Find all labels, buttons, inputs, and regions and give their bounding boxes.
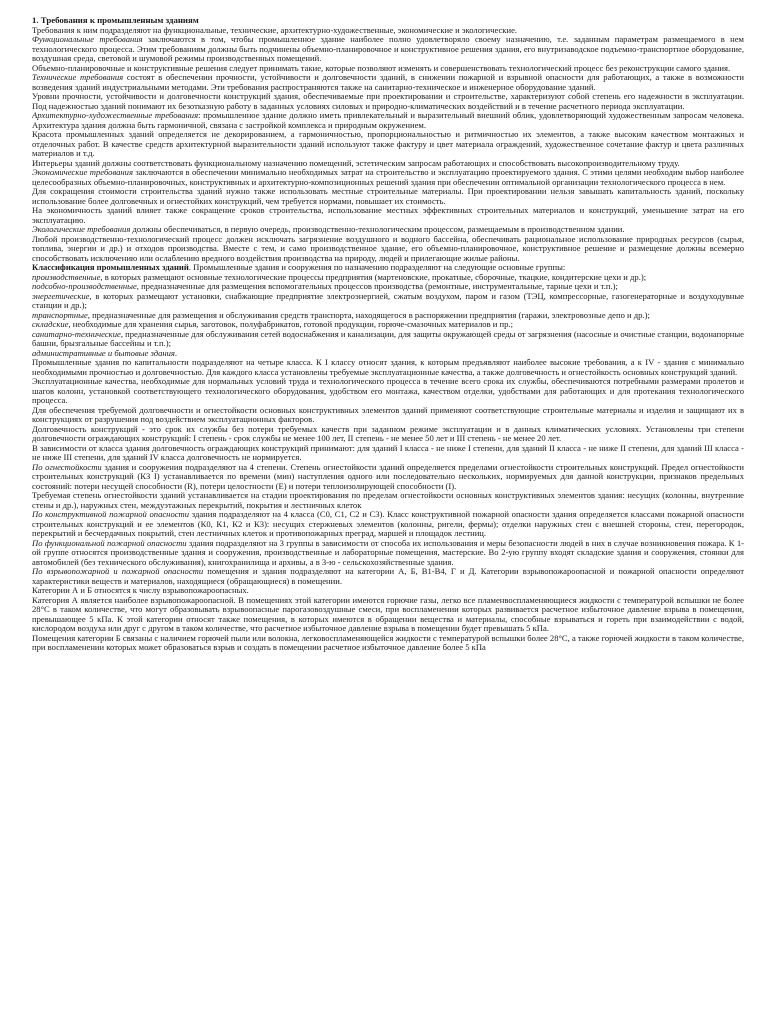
paragraph-term: По конструктивной пожарной опасности (32, 509, 190, 519)
paragraph-term: транспортные (32, 309, 88, 320)
paragraph-text: В зависимости от класса здания долговечность ограждающих конструкций принимают: для зданий I класса - не ниже I степени, для зданий II класса - не ниже II степени, для зданий III класса - не ниже III степени, для зданий IV класса долговечность не нормируется. (32, 442, 744, 462)
paragraph (32, 377, 744, 406)
paragraph-text: Уровни прочности, устойчивости и долговечности конструкций здания, обеспечиваемые при проектировании и строительстве, характеризуют собой степень его надежности в эксплуатации. Под надежностью зданий понимают их безотказную работу в заданных условиях силовых и природно-климатических воздействий и в течение расчетного периода эксплуатации. (32, 91, 744, 111)
paragraph-term: Технические требования (32, 72, 124, 82)
paragraph-term: подсобно-производственные (32, 281, 137, 291)
paragraph-term: Экологические требования (32, 224, 131, 234)
paragraph-text: На экономичность зданий влияет также сокращение сроков строительства, использование местных эффективных строительных материалов и конструкций, уменьшение затрат на его эксплуатацию. (32, 205, 744, 225)
paragraph (32, 235, 744, 264)
document-body (32, 26, 744, 653)
paragraph-text: Объемно-планировочные и конструктивные решения следует принимать такие, которые позволяют изменять и совершенствовать технологический процесс без реконструкции самого здания. (32, 62, 731, 73)
paragraph-text: помещения и здания подразделяют на категории А, Б, В1-В4, Г и Д. Категории взрывопожароопасной и пожарной опасности определяют характеристики веществ и материалов, находящиеся (обращающиеся) в помещении. (32, 566, 744, 586)
paragraph-text: : промышленное здание должно иметь привлекательный и выразительный внешний облик, удовлетворяющий художественным запросам человека. Архитектура здания должна быть гармоничной, связана с застройкой комплекса и природным окружением. (32, 110, 744, 130)
paragraph (32, 444, 744, 463)
paragraph-term: складские (32, 319, 69, 329)
paragraph-text: Промышленные здания по капитальности подразделяют на четыре класса. К I классу относят здания, к которым предъявляют наиболее высокие требования, а к IV - здания с минимально необходимыми прочностью и долговечностью. Для каждого класса установлены требуемые эксплуатационные качества, а также долговечность и огнестойкость основных конструкций зданий. (32, 357, 744, 377)
paragraph-term: Архитектурно-художественные требования (32, 110, 199, 120)
paragraph-text: , в которых размещают установки, снабжающие предприятие электроэнергией, сжатым воздухом, паром и газом (ТЭЦ, компрессорные, газогенераторные и воздуходувные станции и др.); (32, 290, 744, 310)
paragraph-text: Категория А является наиболее взрывопожароопасной. В помещениях этой категории имеются горючие газы, легко все пламенвоспламеняющиеся жидкости с температурой вспышки не более 28°С в таком количестве, что могут образовывать взрывоопасные парогазовоздушные смеси, при воспламенении которых развивается расчетное избыточное давление взрыва в помещении, превышающее 5 кПа. К этой категории относят также помещения, в которых имеются в обращении вещества и материалы, способные взрываться и гореть при взаимодействии с водой, кислородом воздуха или друг с другом в таком количестве, что расчетное избыточное давление взрыва в помещении будет превышать 5 кПа. (32, 594, 744, 633)
paragraph-term: Экономические требования (32, 167, 133, 177)
paragraph-text: Для сокращения стоимости строительства зданий нужно также использовать местные строительные материалы. При проектировании нельзя завышать капитальность зданий, поскольку использование более долговечных и огнестойких конструкций, чем требуется нормами, повышает их стоимость. (32, 186, 744, 206)
paragraph (32, 187, 744, 206)
paragraph-text: состоят в обеспечении прочности, устойчивости и долговечности зданий, в снижении пожарной и взрывной опасности для работающих, а также в возможности возведения зданий индустриальными методами. Эти требования распространяются также на санитарно-техническое и инженерное оборудование зданий. (32, 72, 744, 92)
paragraph (32, 539, 744, 568)
section-heading: 1. Требования к промышленным зданиям (32, 16, 199, 25)
paragraph (32, 73, 744, 92)
paragraph-text: , в которых размещают основные технологические процессы предприятия (мартеновские, прокатные, сборочные, ткацкие, кондитерские цехи и др.); (100, 271, 647, 282)
paragraph-term: По огнестойкости (32, 461, 102, 472)
paragraph (32, 130, 744, 159)
document-page (32, 16, 744, 1016)
paragraph-text: Эксплуатационные качества, необходимые для нормальных условий труда и технологического процесса в течение всего срока их службы, обеспечиваются потребными размерами пролетов и шагов колонн, установкой соответствующего технологического оборудования, удобством его монтажа, качеством отделки, удобствами для работающих и для протекания технологического процесса. (32, 376, 744, 405)
paragraph-text: здания и сооружения подразделяют на 4 степени. Степень огнестойкости зданий определяется пределами огнестойкости строительных конструкций. Предел огнестойкости строительных конструкций (КЗ I) устанавливается по времени (мин) наступления одного или последовательно нескольких, нормируемых для данной конструкции, признаков предельных состояний: потери несущей способности (R), потери целостности (E) и потери теплоизолирующей способности (I). (32, 461, 744, 491)
paragraph-text: , предназначенные для размещения вспомогательных процессов производства (ремонтные, инструментальные, тарные цехи и т.п.); (136, 281, 618, 291)
paragraph-term: административные и бытовые здания (32, 347, 175, 358)
paragraph (32, 425, 744, 444)
paragraph (32, 206, 744, 225)
paragraph-text: Требуемая степень огнестойкости зданий устанавливается на стадии проектирования по пределам огнестойкости основных конструктивных элементов здания: несущих (колонны, внутренние стены и др.), наружных стен, междуэтажных перекрытий, покрытия и лестничных клеток (32, 490, 744, 510)
paragraph-text: , предназначенные для размещения и обслуживания средств транспорта, находящегося в распоряжении предприятия (гаражи, электровозные депо и др.); (87, 309, 650, 320)
paragraph-text: Помещения категории Б связаны с наличием горючей пыли или волокна, легковоспламеняющейся жидкости с температурой вспышки более 28°С, а также горючей жидкости в таком количестве, при воспламенении которых может образоваться взрыв и создать в помещении расчетное избыточное давление более 5 кПа (32, 632, 744, 652)
paragraph-text: Для обеспечения требуемой долговечности и огнестойкости основных конструктивных элементов зданий применяют соответствующие строительные материалы и изделия и защищают их в конструкциях от разрушения под воздействием эксплуатационных факторов. (32, 404, 744, 424)
paragraph-text: Категории А и Б относятся к числу взрывопожароопасных. (32, 585, 249, 595)
paragraph-term: санитарно-технические (32, 328, 121, 339)
paragraph-term: производственные (32, 271, 101, 282)
paragraph (32, 358, 744, 377)
paragraph-text: здания подразделяют на 4 класса (С0, С1, С2 и С3). Класс конструктивной пожарной опасности здания определяется классами пожарной опасности строительных конструкций и ее элементов (К0, К1, К2 и К3): несущих стержневых элементов (колонны, ригели, фермы); отделки наружных стен с внешней стороны, стен, перегородок, перекрытий и бесчердачных покрытий, стен лестничных клеток и противопожарных преград, маршей и площадок лестниц. (32, 509, 744, 538)
paragraph-text: , необходимые для хранения сырья, заготовок, полуфабрикатов, готовой продукции, горюче-смазочных материалов и пр.; (68, 319, 513, 329)
paragraph (32, 292, 744, 311)
paragraph (32, 330, 744, 349)
paragraph-text: заключаются в обеспечении минимально необходимых затрат на строительство и эксплуатацию проектируемого здания. С этими целями необходим выбор наиболее целесообразных объемно-планировочных, конструктивных и архитектурно-композиционных решений здания при обеспечении оптимальной организации технологического процесса в нем. (32, 167, 744, 187)
paragraph-text: Долговечность конструкций - это срок их службы без потери требуемых качеств при заданном режиме эксплуатации и в данных климатических условиях. Установлены три степени долговечности ограждающих конструкций: I степень - срок службы не менее 100 лет, II степень - не менее 50 лет и III степень - не менее 20 лет. (32, 423, 744, 443)
paragraph-text: . (174, 347, 178, 358)
paragraph-text: Требования к ним подразделяют на функциональные, технические, архитектурно-художественные, экономические и экологические. (32, 24, 518, 35)
paragraph (32, 92, 744, 111)
paragraph-text: Красота промышленных зданий определяется не декорированием, а гармоничностью, пропорциональностью и ритмичностью их элементов, а также высоким качеством монтажных и отделочных работ. В качестве средств архитектурной выразительности зданий используют также фактуру и цвет материала ограждений, художественное сочетание фактур и цвета различных материалов и т.д. (32, 129, 744, 158)
paragraph (32, 406, 744, 425)
paragraph (32, 567, 744, 586)
paragraph-term: По функциональной пожарной опасности (32, 537, 187, 548)
paragraph-text: Любой производственно-технологический процесс должен исключать загрязнение воздушного и водного бассейна, обеспечивать рациональное использование природных ресурсов (сырья, топлива, энергии и др.) и отходов производства. Вместе с тем, и само производственное здание, его объемно-планировочное, конструктивное решение и размещение должны всемерно способствовать исключению или ослаблению вредного воздействия производства на природу, людей и прилегающие жилые районы. (32, 233, 744, 263)
paragraph-text: . Промышленные здания и сооружения по назначению подразделяют на следующие основные группы: (188, 262, 566, 272)
paragraph-text: здания подразделяют на 3 группы в зависимости от способа их использования и меры безопасности людей в них в случае возникновения пожара. К 1-ой группе относятся производственные здания и сооружения, производственные и лабораторные помещения, мастерские. Во 2-ую группу входят складские здания и сооружения, стоянки для автомобилей (без технического обслуживания), книгохранилища и архивы, а в 3-ю - сельскохозяйственные здания. (32, 537, 744, 567)
paragraph-text: Интерьеры зданий должны соответствовать функциональному назначению помещений, эстетическим запросам работающих и способствовать высокопроизводительному труду. (32, 157, 680, 168)
paragraph (32, 35, 744, 64)
paragraph (32, 634, 744, 653)
paragraph (32, 596, 744, 634)
paragraph-term: По взрывопожарной и пожарной опасности (32, 566, 204, 576)
paragraph-term: Классификация промышленных зданий (32, 262, 189, 272)
paragraph-text: , предназначенные для обслуживания сетей водоснабжения и канализации, для защиты окружающей среды от загрязнения (насосные и очистные станции, водонапорные башни, брызгальные бассейны и т.п.); (32, 328, 744, 348)
paragraph-text: должны обеспечиваться, в первую очередь, производственно-технологическим процессом, размещаемым в производственном здании. (130, 224, 625, 234)
paragraph-term: Функциональные требования (32, 34, 143, 44)
paragraph (32, 463, 744, 492)
paragraph (32, 111, 744, 130)
paragraph (32, 168, 744, 187)
paragraph-text: заключаются в том, чтобы промышленное здание наиболее полно удовлетворяло своему назначению, т.е. заданным параметрам размещаемого в нем технологического процесса. Этим требованиям должны быть подчинены объемно-планировочное и конструктивное решения здания, его внутризаводское подъемно-транспортное оборудование, воздушная среда, световой и шумовой режимы производственных помещений. (32, 34, 744, 63)
paragraph (32, 510, 744, 539)
paragraph-term: энергетические (32, 290, 90, 301)
paragraph (32, 491, 744, 510)
